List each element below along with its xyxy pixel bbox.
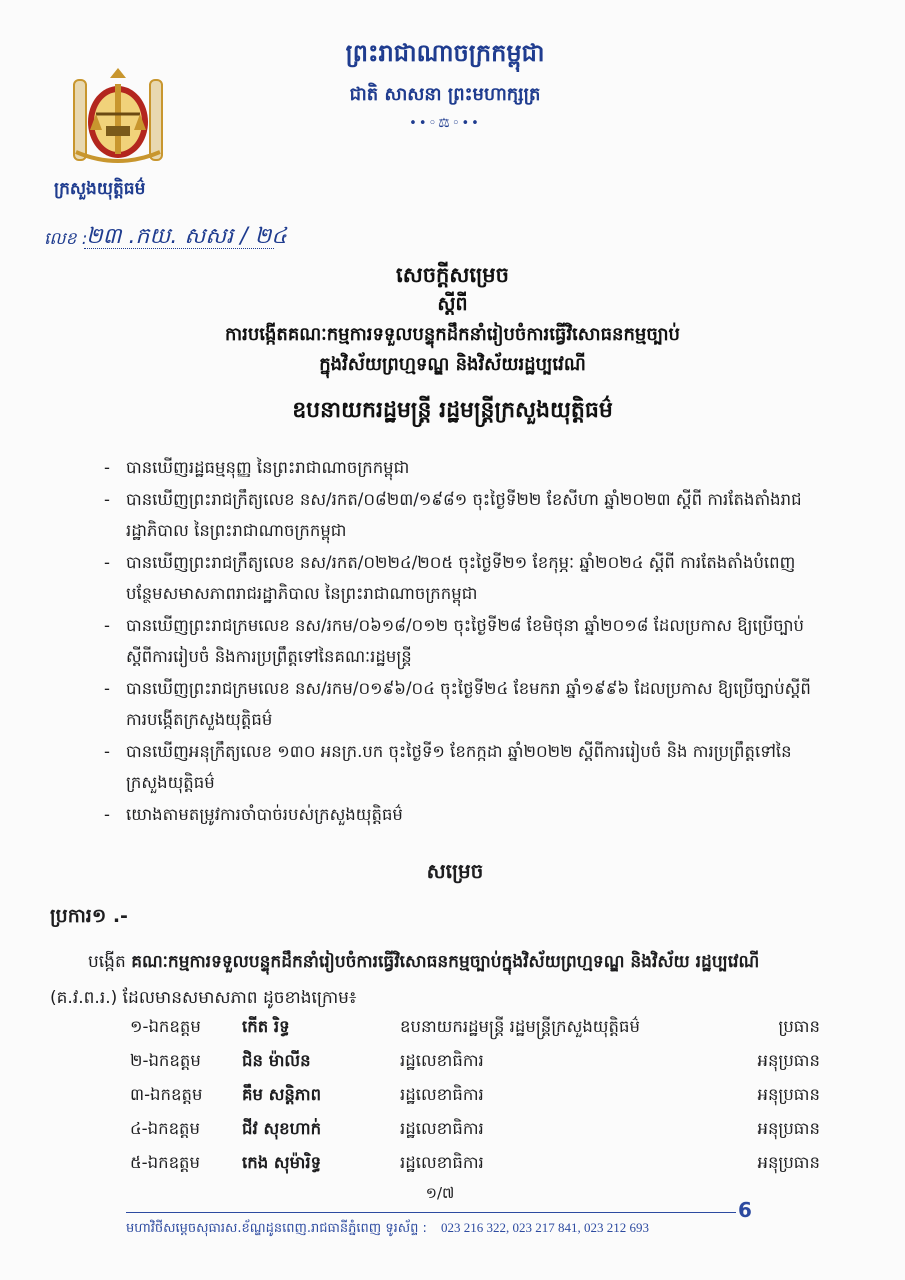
footer-address-text: មហាវិថីសម្តេចសុធារស.ខ័ណ្ឌដូនពេញ.រាជធានីភ្នំពេញ ទូរស័ព្ទ : [126,1221,427,1236]
recital-text: យោងតាមតម្រូវការចាំបាច់របស់ក្រសួងយុត្តិធម៌ [126,804,403,824]
member-position: ឧបនាយករដ្ឋមន្ត្រី រដ្ឋមន្ត្រីក្រសួងយុត្តិធម៌ [400,1017,640,1036]
recital-text: បានឃើញអនុក្រឹត្យលេខ ១៣០ អនក្រ.បក ចុះថ្ងៃទី១ ខែកក្កដា ឆ្នាំ២០២២ ស្តីពីការរៀបចំ និង ការប្រព្រឹត្តទៅនៃក្រសួងយុត្តិធម៌ [126,741,792,792]
subject-line-2: ក្នុងវិស័យព្រហ្មទណ្ឌ និងវិស័យរដ្ឋប្បវេណី [319,354,586,375]
ornament-divider-icon: ••◦⚖◦•• [409,116,481,131]
member-role: អនុប្រធាន [757,1153,820,1172]
member-role: អនុប្រធាន [757,1085,820,1104]
member-role: ប្រធាន [778,1017,820,1036]
footer-phone-numbers: 023 216 322, 023 217 841, 023 212 693 [440,1220,649,1235]
page-number: ១/៧ [425,1184,455,1202]
member-name: កេង សុម៉ារិទ្ធ [242,1153,322,1172]
recital-dash: - [104,678,110,698]
recital-text: បានឃើញព្រះរាជក្រមលេខ នស/រកម/០១៩៦/០៤ ចុះថ្ងៃទី២៤ ខែមករា ឆ្នាំ១៩៩៦ ដែលប្រកាស ឱ្យប្រើច្បាប់ស្តីពីការបង្កើតក្រសួងយុត្តិធម៌ [126,678,811,729]
recital-text: បានឃើញព្រះរាជក្រមលេខ នស/រកម/០៦១៨/០១២ ចុះថ្ងៃទី២៨ ខែមិថុនា ឆ្នាំ២០១៨ ដែលប្រកាស ឱ្យប្រើច្បាប់ស្តីពីការរៀបចំ និងការប្រព្រឹត្តទៅនៃគណៈរដ្ឋមន្ត្រី [126,615,805,666]
member-row [130,1010,820,1044]
recital-dash: - [104,489,110,509]
recital-text: បានឃើញព្រះរាជក្រឹត្យលេខ នស/រកត/០៨២៣/១៩៨១ ចុះថ្ងៃទី២២ ខែសីហា ឆ្នាំ២០២៣ ស្តីពី ការតែងតាំងរាជរដ្ឋាភិបាល នៃព្រះរាជាណាចក្រកម្ពុជា [126,489,802,540]
member-name: កើត រិទ្ធ [242,1017,290,1036]
member-row [130,1146,820,1180]
member-position: រដ្ឋលេខាធិការ [400,1051,484,1070]
decide-heading: សម្រេច [426,859,484,883]
ministry-name: ក្រសួងយុត្តិធម៌ [54,179,146,199]
recital-dash: - [104,552,110,572]
decision-title: សេចក្តីសម្រេច [396,263,509,287]
member-position: រដ្ឋលេខាធិការ [400,1085,484,1104]
member-row [130,1078,820,1112]
reference-number: ២៣ .កយ. សសរ / ២៤ [86,224,287,249]
member-index: ៤-ឯកឧត្តម [130,1119,201,1138]
recital-dash: - [104,804,110,824]
member-role: អនុប្រធាន [757,1119,820,1138]
recital-dash: - [104,741,110,761]
member-row [130,1112,820,1146]
member-row [130,1044,820,1078]
article-1-body-rest: (គ.វ.ព.រ.) ដែលមានសមាសភាព ដូចខាងក្រោម៖ [50,988,357,1008]
article-1-body [50,944,820,1016]
article-1-committee-name: គណៈកម្មការទទួលបន្ទុកដឹកនាំរៀបចំការធ្វើវិសោធនកម្មច្បាប់ក្នុងវិស័យព្រហ្មទណ្ឌ និងវិស័យ រដ្ឋប្បវេណី [131,952,760,972]
authority-title: ឧបនាយករដ្ឋមន្ត្រី រដ្ឋមន្ត្រីក្រសួងយុត្តិធម៌ [292,398,613,423]
reference-underline [84,248,274,249]
on-label: ស្តីពី [437,293,468,315]
recital-item [104,736,824,799]
recitals-list [104,452,824,830]
member-position: រដ្ឋលេខាធិការ [400,1153,484,1172]
recital-dash: - [104,458,110,477]
national-motto: ជាតិ សាសនា ព្រះមហាក្សត្រ [349,84,541,105]
kingdom-title: ព្រះរាជាណាចក្រកម្ពុជា [345,38,545,67]
article-1-prefix: បង្កើត [88,952,126,972]
member-index: ១-ឯកឧត្តម [130,1017,201,1036]
recital-item [104,610,824,673]
footer-divider [126,1212,736,1213]
member-position: រដ្ឋលេខាធិការ [400,1119,484,1138]
recital-item [104,673,824,736]
member-name: គឹម សន្តិភាព [242,1085,322,1104]
member-name: ជីវ សុខហាក់ [242,1119,322,1138]
member-role: អនុប្រធាន [757,1051,820,1070]
recital-text: បានឃើញព្រះរាជក្រឹត្យលេខ នស/រកត/០២២៤/២០៥ ចុះថ្ងៃទី២១ ខែកុម្ភៈ ឆ្នាំ២០២៤ ស្តីពី ការតែងតាំងបំពេញបន្ថែមសមាសភាពរាជរដ្ឋាភិបាល នៃព្រះរាជាណាចក្រកម្ពុជា [126,552,796,603]
recital-item [104,547,824,610]
recital-item [104,452,824,484]
article-1-label: ប្រការ១ .- [50,905,128,927]
recital-dash: - [104,615,110,635]
footer-address [126,1220,746,1239]
recital-item [104,484,824,547]
footer-mark: 6 [738,1198,752,1222]
member-index: ៣-ឯកឧត្តម [130,1085,203,1104]
reference-label: លេខ : [44,229,88,249]
subject-line-1: ការបង្កើតគណៈកម្មការទទួលបន្ទុកដឹកនាំរៀបចំការធ្វើវិសោធនកម្មច្បាប់ [225,324,680,345]
members-table [130,1010,820,1180]
member-index: ២-ឯកឧត្តម [130,1051,201,1070]
ministry-emblem-icon [66,66,170,170]
recital-text: បានឃើញរដ្ឋធម្មនុញ្ញ នៃព្រះរាជាណាចក្រកម្ពុជា [126,458,410,477]
member-index: ៥-ឯកឧត្តម [130,1153,201,1172]
recital-item [104,799,824,831]
member-name: ជិន ម៉ាលីន [242,1051,311,1070]
